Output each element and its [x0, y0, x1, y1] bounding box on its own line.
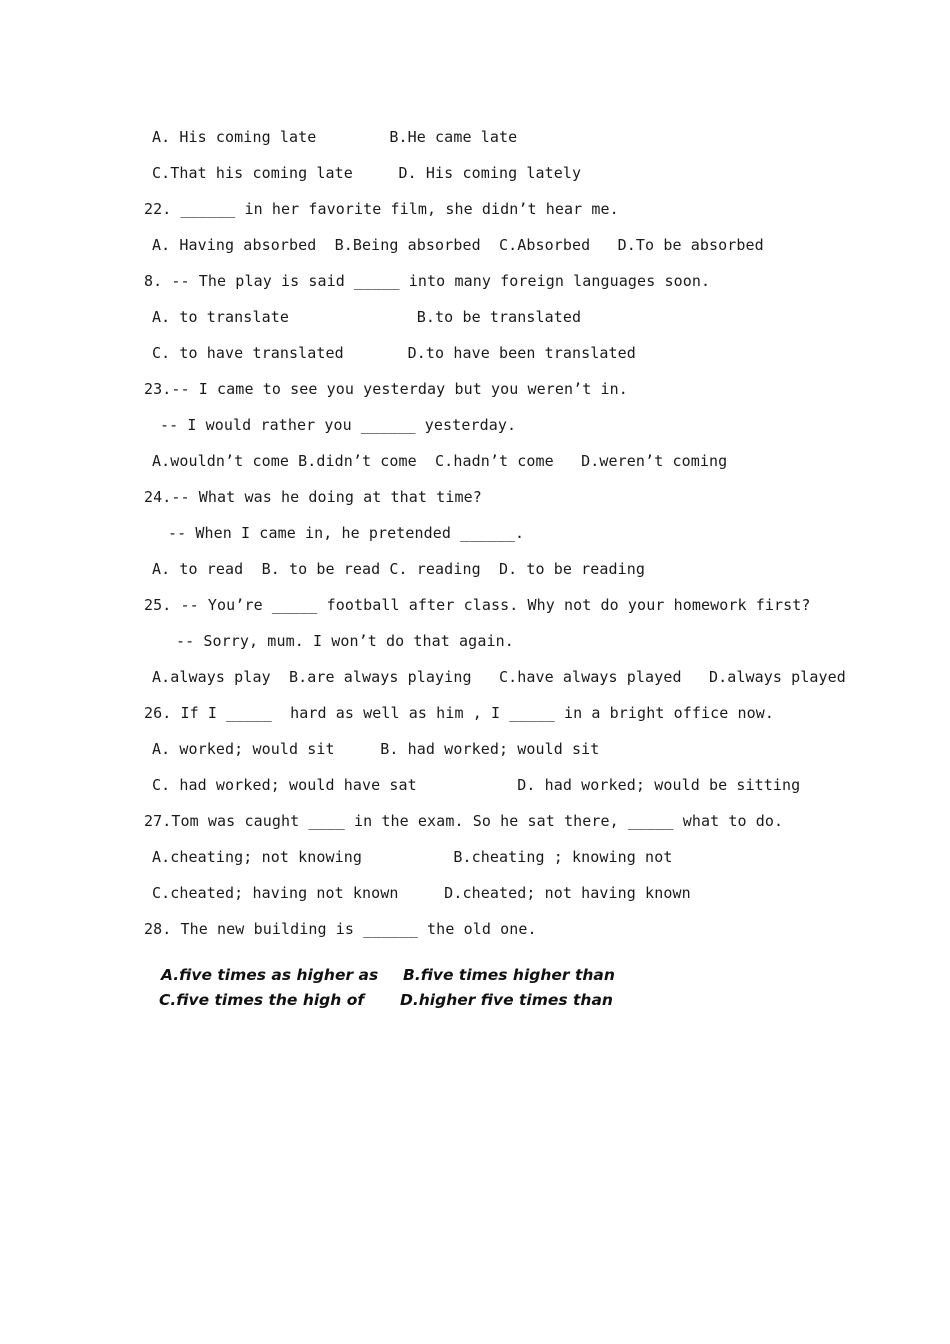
- option-line-q23: A.wouldn’t come B.didn’t come C.hadn’t come D.weren’t coming: [152, 452, 728, 470]
- question-27: 27.Tom was caught ____ in the exam. So he sat there, _____ what to do.: [144, 812, 784, 830]
- question-24-reply: -- When I came in, he pretended ______.: [168, 524, 525, 542]
- option-line-q26-ab: A. worked; would sit B. had worked; would sit: [152, 740, 600, 758]
- option-line-q21-cd: C.That his coming late D. His coming lately: [152, 164, 582, 182]
- question-23-reply: -- I would rather you ______ yesterday.: [160, 416, 517, 434]
- question-22: 22. ______ in her favorite film, she didn’t hear me.: [144, 200, 619, 218]
- question-28: 28. The new building is ______ the old one.: [144, 920, 537, 938]
- option-line-q8-cd: C. to have translated D.to have been translated: [152, 344, 636, 362]
- question-26: 26. If I _____ hard as well as him , I _____ in a bright office now.: [144, 704, 775, 722]
- option-line-q22: A. Having absorbed B.Being absorbed C.Absorbed D.To be absorbed: [152, 236, 764, 254]
- option-a: A.five times as higher as: [161, 966, 379, 984]
- option-line-q26-cd: C. had worked; would have sat D. had worked; would be sitting: [152, 776, 801, 794]
- option-line-q27-cd: C.cheated; having not known D.cheated; not having known: [152, 884, 691, 902]
- question-24: 24.-- What was he doing at that time?: [144, 488, 482, 506]
- option-line-q27-ab: A.cheating; not knowing B.cheating ; knowing not: [152, 848, 673, 866]
- question-25: 25. -- You’re _____ football after class. Why not do your homework first?: [144, 596, 811, 614]
- question-25-reply: -- Sorry, mum. I won’t do that again.: [176, 632, 514, 650]
- option-c: C.five times the high of: [159, 991, 365, 1009]
- option-line-q24: A. to read B. to be read C. reading D. to be reading: [152, 560, 646, 578]
- option-d: D.higher five times than: [400, 991, 613, 1009]
- question-23: 23.-- I came to see you yesterday but you weren’t in.: [144, 380, 628, 398]
- option-line-q21-ab: A. His coming late B.He came late: [152, 128, 518, 146]
- option-line-q25: A.always play B.are always playing C.have always played D.always played: [152, 668, 846, 686]
- option-line-q8-ab: A. to translate B.to be translated: [152, 308, 582, 326]
- question-8: 8. -- The play is said _____ into many foreign languages soon.: [144, 272, 711, 290]
- option-b: B.five times higher than: [403, 966, 615, 984]
